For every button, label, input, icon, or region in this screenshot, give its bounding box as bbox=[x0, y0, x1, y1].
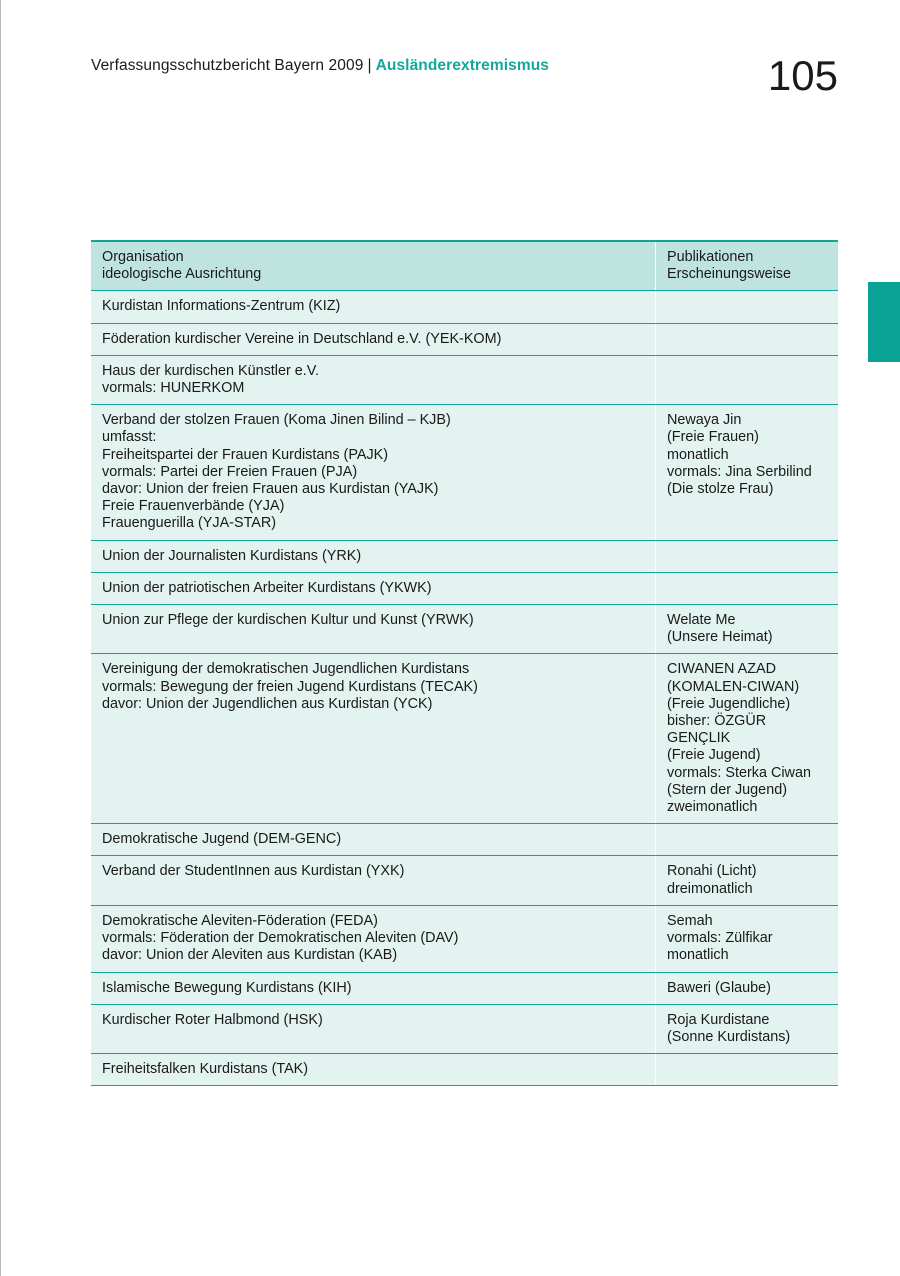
publications-cell bbox=[656, 355, 839, 404]
publications-cell bbox=[656, 291, 839, 323]
organisation-cell: Kurdistan Informations-Zentrum (KIZ) bbox=[91, 291, 656, 323]
section-title: Ausländerextremismus bbox=[375, 57, 550, 74]
report-title: Verfassungsschutzbericht Bayern 2009 bbox=[91, 57, 364, 74]
page-number: 105 bbox=[767, 52, 838, 99]
publications-cell: Semah vormals: Zülfikar monatlich bbox=[656, 905, 839, 972]
publications-cell: Baweri (Glaube) bbox=[656, 972, 839, 1004]
table-header-row bbox=[91, 241, 838, 291]
running-header bbox=[91, 57, 549, 75]
publications-cell bbox=[656, 572, 839, 604]
chapter-tab-marker bbox=[868, 282, 900, 362]
publications-cell bbox=[656, 824, 839, 856]
organisation-cell: Verband der stolzen Frauen (Koma Jinen Bilind – KJB) umfasst: Freiheitspartei der Frauen Kurdistans (PAJK) vormals: Partei der Freien Frauen (PJA) davor: Union der freien Frauen aus Kurdistan (YAJK) Freie Frauenverbände (YJA) Frauenguerilla (YJA-STAR) bbox=[91, 405, 656, 540]
organisation-cell: Islamische Bewegung Kurdistans (KIH) bbox=[91, 972, 656, 1004]
organisation-cell: Union der patriotischen Arbeiter Kurdistans (YKWK) bbox=[91, 572, 656, 604]
table-row bbox=[91, 1054, 838, 1086]
organisation-cell: Föderation kurdischer Vereine in Deutschland e.V. (YEK-KOM) bbox=[91, 323, 656, 355]
header-organisation: Organisation ideologische Ausrichtung bbox=[91, 241, 656, 291]
publications-cell: Roja Kurdistane (Sonne Kurdistans) bbox=[656, 1004, 839, 1053]
organisation-cell: Haus der kurdischen Künstler e.V. vormals: HUNERKOM bbox=[91, 355, 656, 404]
table-row bbox=[91, 540, 838, 572]
table-row bbox=[91, 323, 838, 355]
organisation-cell: Union zur Pflege der kurdischen Kultur und Kunst (YRWK) bbox=[91, 605, 656, 654]
table-row bbox=[91, 856, 838, 905]
table-row bbox=[91, 905, 838, 972]
table-row bbox=[91, 1004, 838, 1053]
publications-cell: Ronahi (Licht) dreimonatlich bbox=[656, 856, 839, 905]
publications-cell bbox=[656, 1054, 839, 1086]
table-row bbox=[91, 355, 838, 404]
publications-cell bbox=[656, 540, 839, 572]
organisation-cell: Vereinigung der demokratischen Jugendlichen Kurdistans vormals: Bewegung der freien Jugend Kurdistans (TECAK) davor: Union der Jugendlichen aus Kurdistan (YCK) bbox=[91, 654, 656, 824]
table-row bbox=[91, 972, 838, 1004]
header-publications: Publikationen Erscheinungsweise bbox=[656, 241, 839, 291]
publications-cell: Newaya Jin (Freie Frauen) monatlich vormals: Jina Serbilind (Die stolze Frau) bbox=[656, 405, 839, 540]
publications-cell: CIWANEN AZAD (KOMALEN-CIWAN) (Freie Jugendliche) bisher: ÖZGÜR GENÇLIK (Freie Jugend) vormals: Sterka Ciwan (Stern der Jugend) zweimonatlich bbox=[656, 654, 839, 824]
table-row bbox=[91, 572, 838, 604]
organisation-cell: Demokratische Aleviten-Föderation (FEDA) vormals: Föderation der Demokratischen Aleviten (DAV) davor: Union der Aleviten aus Kurdistan (KAB) bbox=[91, 905, 656, 972]
organisations-table bbox=[91, 240, 838, 1086]
organisation-cell: Union der Journalisten Kurdistans (YRK) bbox=[91, 540, 656, 572]
table-row bbox=[91, 654, 838, 824]
table-body bbox=[91, 291, 838, 1086]
page-edge-line bbox=[0, 0, 1, 1276]
organisation-cell: Verband der StudentInnen aus Kurdistan (YXK) bbox=[91, 856, 656, 905]
table-row bbox=[91, 405, 838, 540]
organisation-cell: Freiheitsfalken Kurdistans (TAK) bbox=[91, 1054, 656, 1086]
organisation-cell: Kurdischer Roter Halbmond (HSK) bbox=[91, 1004, 656, 1053]
organisation-cell: Demokratische Jugend (DEM-GENC) bbox=[91, 824, 656, 856]
header-separator: | bbox=[367, 57, 372, 74]
table-row bbox=[91, 291, 838, 323]
publications-cell: Welate Me (Unsere Heimat) bbox=[656, 605, 839, 654]
table-row bbox=[91, 605, 838, 654]
table-row bbox=[91, 824, 838, 856]
publications-cell bbox=[656, 323, 839, 355]
